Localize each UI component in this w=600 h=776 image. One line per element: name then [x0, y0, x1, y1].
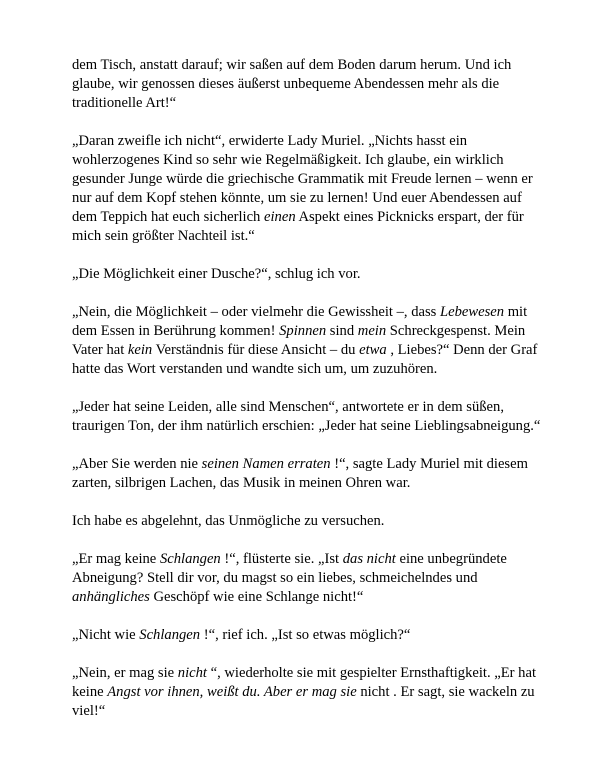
- paragraph-text: sind: [326, 323, 358, 339]
- paragraph-text: „Nein, er mag sie: [72, 665, 178, 681]
- paragraph: [72, 512, 542, 531]
- paragraph-text: „Nicht wie: [72, 627, 140, 643]
- italic-text: anhängliches: [72, 589, 150, 605]
- paragraph-text: dem Tisch, anstatt darauf; wir saßen auf dem Boden darum herum. Und ich glaube, wir genossen dieses äußerst unbequeme Abendessen mehr als die traditionelle Art!“: [72, 57, 512, 111]
- paragraph: [72, 626, 542, 645]
- paragraph: [72, 132, 542, 246]
- paragraph-text: „Aber Sie werden nie: [72, 456, 202, 472]
- italic-text: Schlangen: [159, 551, 221, 567]
- paragraph-text: !“, sagte Lady Muriel mit diesem zarten, silbrigen Lachen, das Musik in meinen Ohren war.: [72, 456, 528, 491]
- italic-text: nicht: [177, 665, 207, 681]
- paragraph-text: „Daran zweifle ich nicht“, erwiderte Lady Muriel. „Nichts hasst ein wohlerzogenes Kind so sehr wie Regelmäßigkeit. Ich glaube, ein wirklich gesunder Junge würde die griechische Grammatik mit Freude lernen – wenn er nur auf dem Kopf stehen könnte, um sie zu lernen! Und euer Abendessen auf dem Teppich hat euch sicherlich: [72, 133, 533, 225]
- paragraph: [72, 398, 542, 436]
- italic-text: Angst vor ihnen, weißt du. Aber er mag sie: [107, 684, 357, 700]
- italic-text: einen: [264, 209, 296, 225]
- paragraph-text: „Jeder hat seine Leiden, alle sind Menschen“, antwortete er in dem süßen, traurigen Ton, der ihm natürlich erschien: „Jeder hat seine Lieblingsabneigung.“: [72, 399, 541, 434]
- paragraph: [72, 664, 542, 721]
- italic-text: Spinnen: [279, 323, 327, 339]
- italic-text: kein: [127, 342, 153, 358]
- paragraph-text: eine unbegründete Abneigung? Stell dir vor, du magst so ein liebes, schmeichelndes und: [72, 551, 507, 586]
- italic-text: Schlangen: [139, 627, 201, 643]
- paragraph-text: Ich habe es abgelehnt, das Unmögliche zu versuchen.: [72, 513, 385, 529]
- italic-text: etwa: [359, 342, 387, 358]
- paragraph-text: Schreckgespenst. Mein Vater hat: [72, 323, 526, 358]
- paragraph-text: , Liebes?“ Denn der Graf hatte das Wort verstanden und wandte sich um, um zuzuhören.: [72, 342, 538, 377]
- paragraph-text: Geschöpf wie eine Schlange nicht!“: [149, 589, 364, 605]
- paragraph-text: “, wiederholte sie mit gespielter Ernsthaftigkeit. „Er hat keine: [72, 665, 537, 700]
- italic-text: mein: [357, 323, 387, 339]
- document-page: [72, 56, 542, 740]
- paragraph-text: mit dem Essen in Berührung kommen!: [72, 304, 528, 339]
- paragraph-text: Aspekt eines Picknicks erspart, der für mich sein größter Nachteil ist.“: [72, 209, 524, 244]
- italic-text: das nicht: [342, 551, 396, 567]
- paragraph-text: !“, flüsterte sie. „Ist: [220, 551, 343, 567]
- italic-text: Lebewesen: [440, 304, 505, 320]
- paragraph-text: „Er mag keine: [72, 551, 160, 567]
- paragraph: [72, 550, 542, 607]
- paragraph-text: nicht . Er sagt, sie wackeln zu viel!“: [72, 684, 535, 719]
- paragraph: [72, 455, 542, 493]
- paragraph-text: „Die Möglichkeit einer Dusche?“, schlug ich vor.: [72, 266, 361, 282]
- paragraph-text: Verständnis für diese Ansicht – du: [152, 342, 360, 358]
- paragraph: [72, 265, 542, 284]
- paragraph-text: „Nein, die Möglichkeit – oder vielmehr die Gewissheit –, dass: [72, 304, 441, 320]
- paragraph: [72, 56, 542, 113]
- italic-text: seinen Namen erraten: [201, 456, 331, 472]
- paragraph: [72, 303, 542, 379]
- paragraph-text: !“, rief ich. „Ist so etwas möglich?“: [200, 627, 411, 643]
